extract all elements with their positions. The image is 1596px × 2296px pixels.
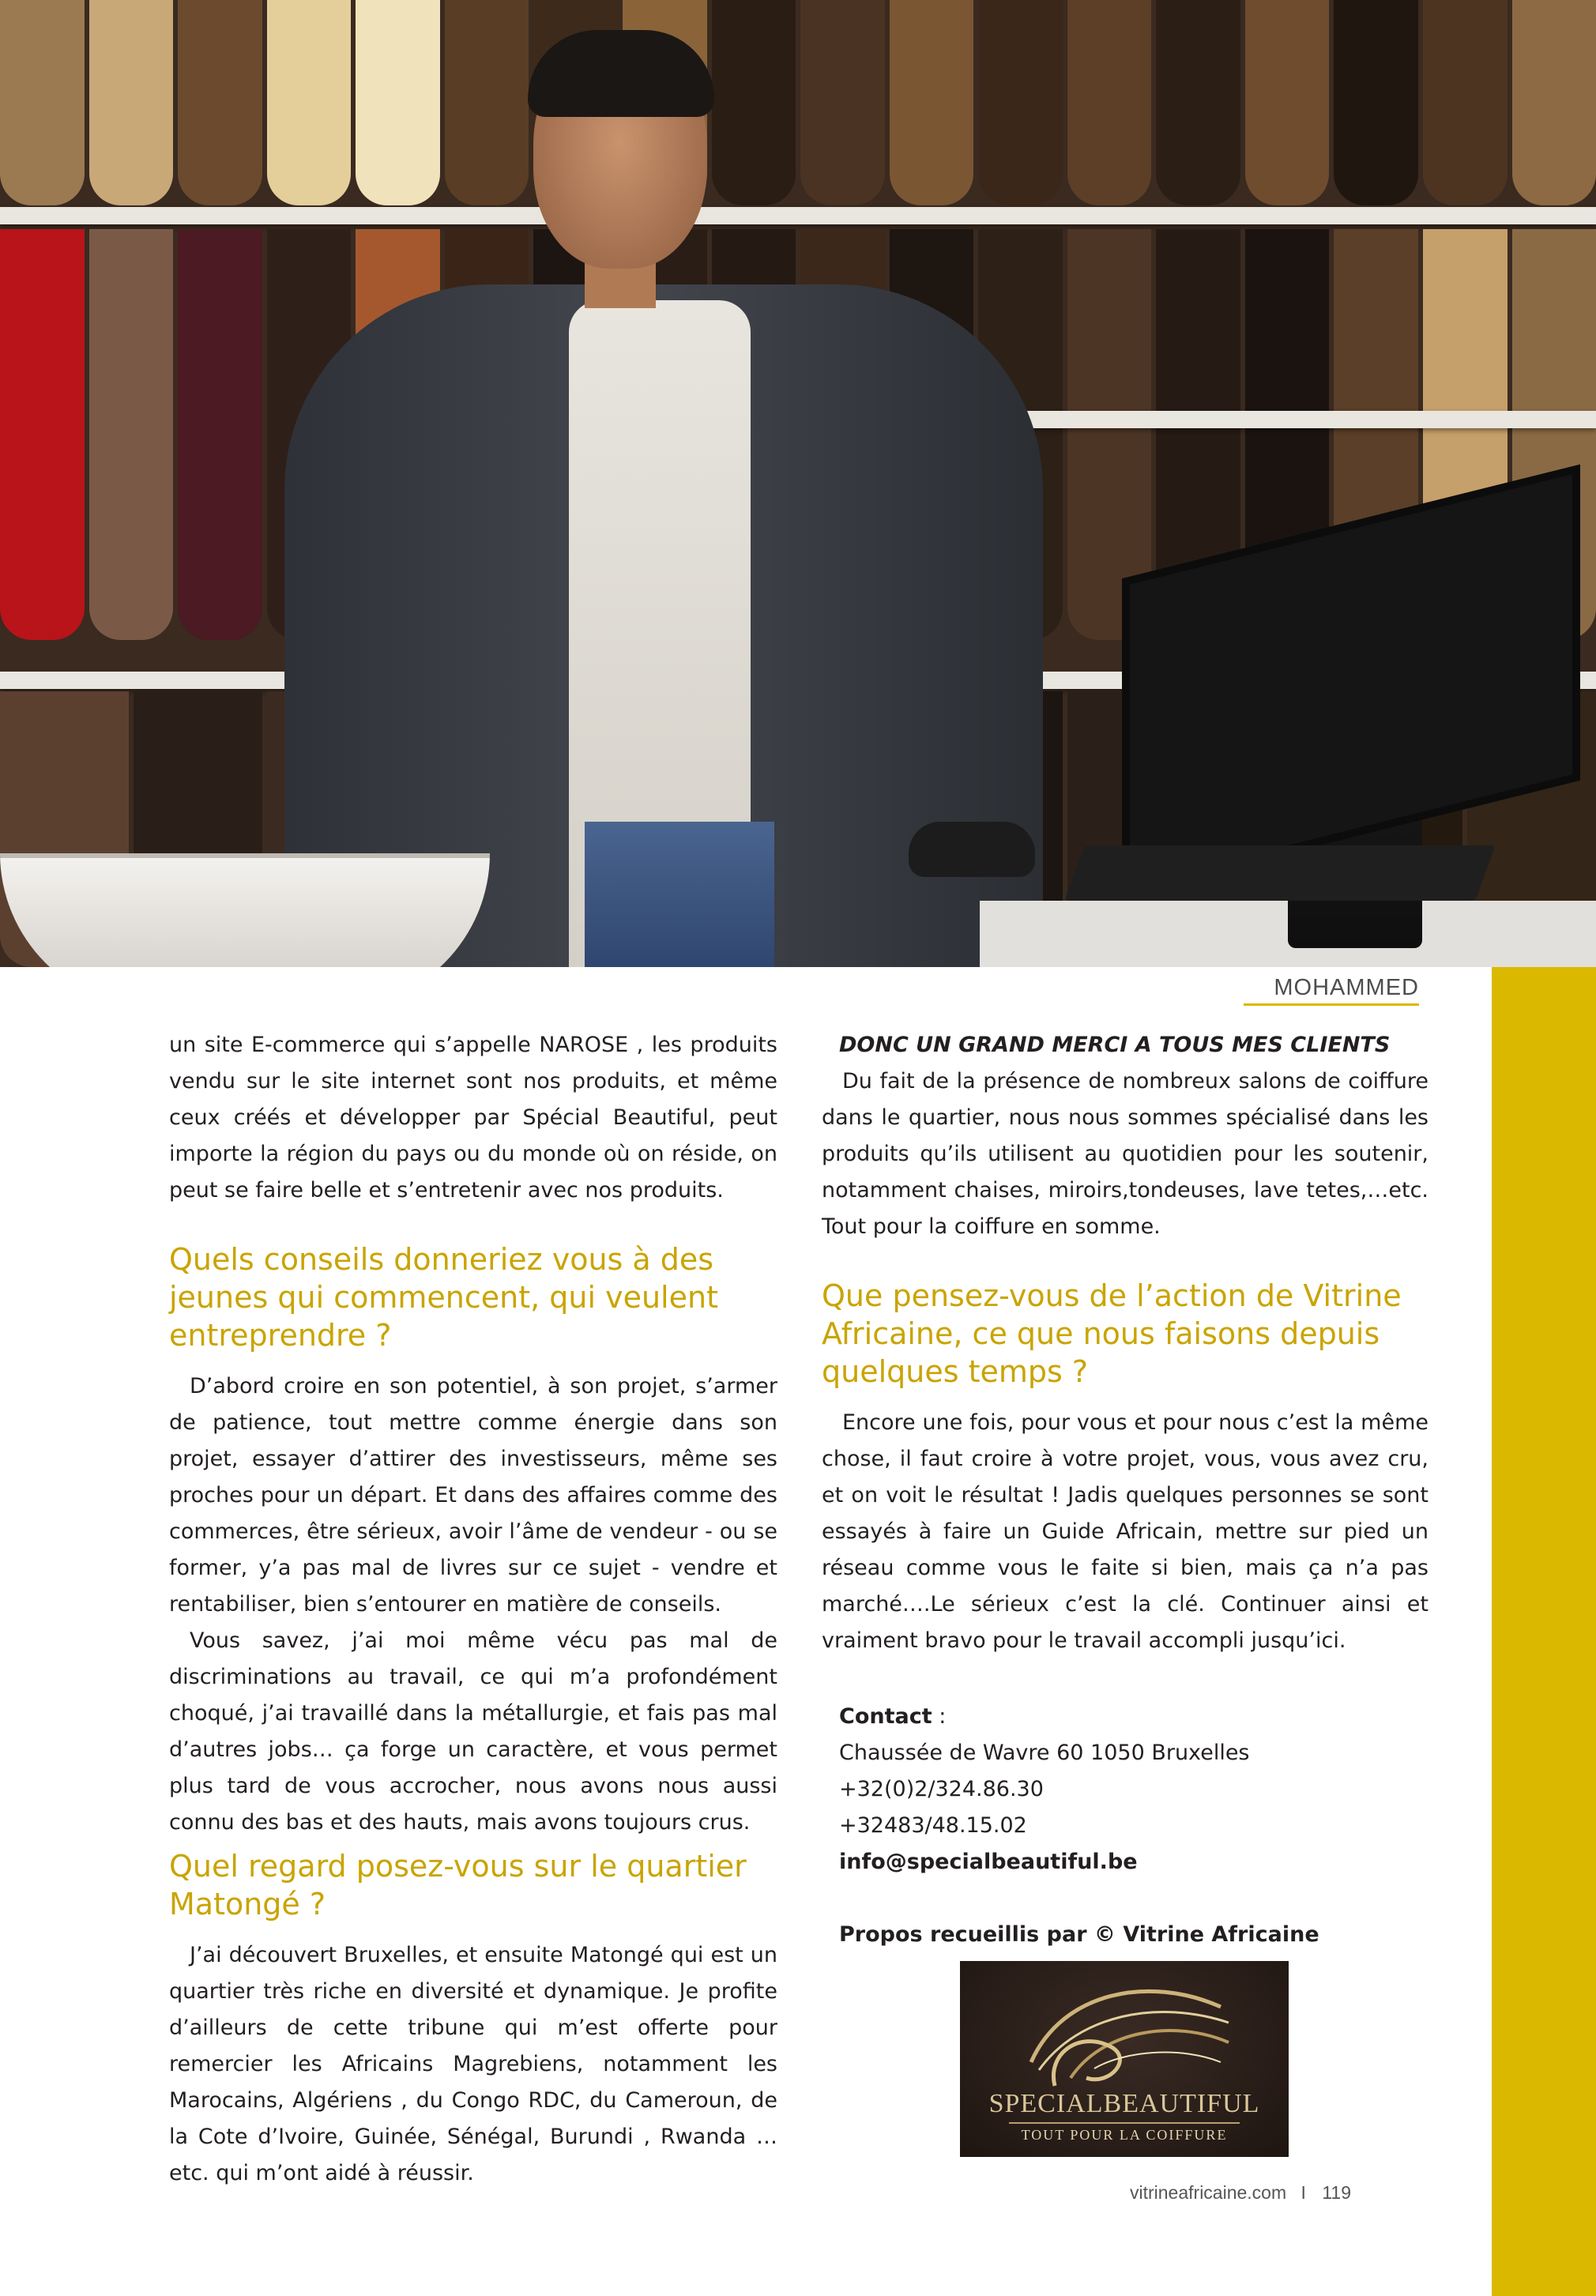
answer-paragraph-3: J’ai découvert Bruxelles, et ensuite Matongé qui est un quartier très riche en diversité et dynamique. Je profite d’ailleurs de cette tribune qui m’est offerte pour remercier les Africains Magrebiens, notamment les Marocains, Algériens , du Congo RDC, du Cameroun, de la Cote d’Ivoire, Guinée, Sénégal, Burundi , Rwanda …etc. qui m’ont aidé à réussir. (169, 1943, 777, 2185)
contact-phone-1[interactable]: +32(0)2/324.86.30 (839, 1777, 1044, 1801)
logo-name-special: SPECIAL (988, 2089, 1104, 2118)
logo-brand-name (960, 2089, 1289, 2119)
page-number: 119 (1322, 2182, 1351, 2203)
keyboard (1064, 845, 1495, 901)
thanks-subheading: DONC UN GRAND MERCI A TOUS MES CLIENTS (839, 1033, 1391, 1057)
contact-email[interactable]: info@specialbeautiful.be (839, 1850, 1138, 1874)
contact-block (839, 1699, 1428, 1880)
contact-phone-2[interactable]: +32483/48.15.02 (839, 1813, 1027, 1838)
hair-swirl-icon (1015, 1975, 1237, 2094)
person-jeans (585, 822, 774, 967)
contact-address: Chaussée de Wavre 60 1050 Bruxelles (839, 1741, 1250, 1765)
hero-photo (0, 0, 1596, 967)
gold-side-band (1492, 967, 1596, 2296)
contact-colon: : (932, 1704, 947, 1729)
glass-bowl (0, 853, 490, 967)
display-rail (0, 207, 1596, 224)
person-hair (528, 30, 714, 117)
answer-paragraph-4: Encore une fois, pour vous et pour nous c’est la même chose, il faut croire à votre projet, vous, vous avez cru, et on voit le résultat ! Jadis quelques personnes se sont essayés à faire un Guide Africain, mettre sur pied un réseau comme vous le faite si bien, mais ça n’a pas marché….Le sérieux c’est la clé. Continuer ainsi et vraiment bravo pour le travail accompli jusqu’ici. (822, 1410, 1428, 1653)
logo-tagline: TOUT POUR LA COIFFURE (1021, 2127, 1228, 2143)
left-column (169, 1027, 777, 2192)
question-heading-2: Quel regard posez-vous sur le quartier Matongé ? (169, 1849, 747, 1921)
specialisation-paragraph: Du fait de la présence de nombreux salons de coiffure dans le quartier, nous nous sommes spécialisé dans les produits qu’ils utilisent au quotidien pour les soutenir, notamment chaises, miroirs,tondeuses, lave tetes,…etc. Tout pour la coiffure en somme. (822, 1069, 1428, 1239)
contact-label: Contact (839, 1704, 932, 1729)
logo-name-beautiful: BEAUTIFUL (1103, 2089, 1260, 2118)
caption-underline (1244, 1003, 1419, 1006)
barcode-scanner (909, 822, 1035, 877)
page-footer (1130, 2182, 1351, 2204)
footer-separator: I (1301, 2182, 1306, 2203)
footer-site[interactable]: vitrineafricaine.com (1130, 2182, 1287, 2203)
intro-paragraph: un site E-commerce qui s’appelle NAROSE , les produits vendu sur le site internet sont nos produits, et même ceux créés et développer par Spécial Beautiful, peut importe la région du pays ou du monde où on réside, on peut se faire belle et s’entretenir avec nos produits. (169, 1033, 777, 1203)
hair-extensions-top (0, 0, 1596, 205)
special-beautiful-logo (960, 1961, 1289, 2157)
right-column (822, 1027, 1428, 1953)
question-heading-3: Que pensez-vous de l’action de Vitrine Africaine, ce que nous faisons depuis quelques temps ? (822, 1278, 1402, 1389)
interview-byline: Propos recueillis par © Vitrine Africaine (839, 1922, 1319, 1947)
answer-paragraph-1: D’abord croire en son potentiel, à son projet, s’armer de patience, tout mettre comme énergie dans son projet, essayer d’attirer des investisseurs, même ses proches pour un départ. Et dans des affaires comme des commerces, être sérieux, avoir l’âme de vendeur - ou se former, y’a pas mal de livres sur ce sujet - vendre et rentabiliser, bien s’entourer en matière de conseils. (169, 1374, 777, 1617)
contact-heading (839, 1699, 1428, 1735)
question-heading-1: Quels conseils donneriez vous à des jeunes qui commencent, qui veulent entreprendre ? (169, 1242, 718, 1353)
logo-divider (1009, 2122, 1240, 2124)
answer-paragraph-2: Vous savez, j’ai moi même vécu pas mal de discriminations au travail, ce qui m’a profondément choqué, j’ai travaillé dans la métallurgie, et fais pas mal d’autres jobs… ça forge un caractère, et vous permet plus tard de vous accrocher, nous avons nous aussi connu des bas et des hauts, mais avons toujours crus. (169, 1628, 777, 1835)
photo-caption: MOHAMMED (1274, 975, 1419, 1000)
